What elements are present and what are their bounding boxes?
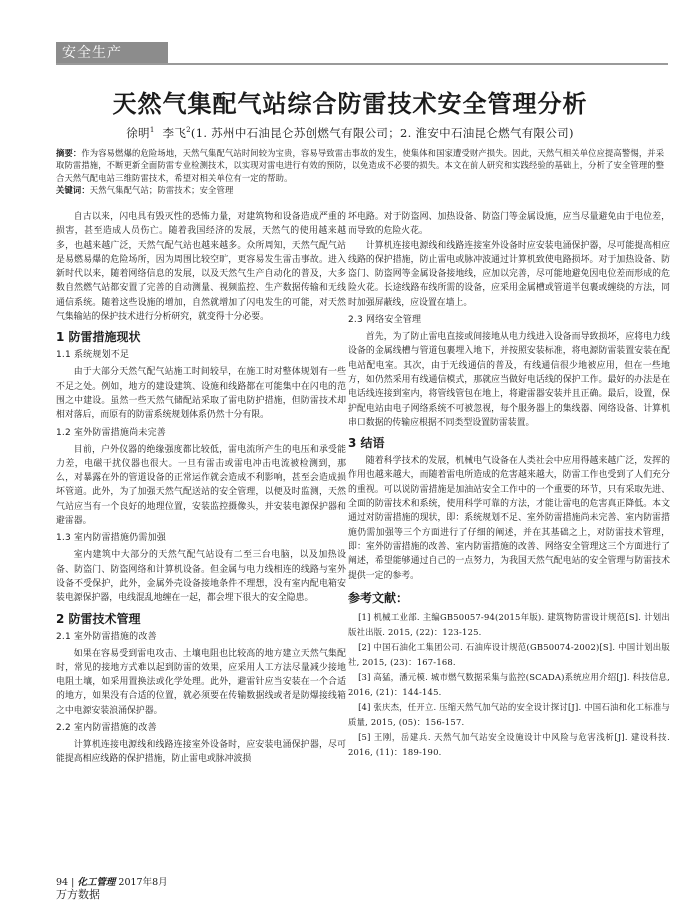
article-title: 天然气集配气站综合防雷技术安全管理分析 bbox=[112, 90, 588, 118]
paragraph-2-3: 首先，为了防止雷电直接或间接地从电力线进入设备而导致损坏，应将电力线设备的金属线槽与管道包裹埋入地下，并按照安装标准，将电源防雷装置安装在配电站配电室。其次，由于无线通信的普及，有线通信很少地被应用，但在一些地方，如仍然采用有线通信模式，那就应当做好电话线的保护工作。最好的办法是在电话线连接到室内，将管线管包在地上，将避雷器安装并且正确。最后，设置，保护配电站由电子网络系统不可被忽视，每个服务器上的集线器、网络设备、计算机串口数据的传输应根据不同类型设置防雷装置。 bbox=[348, 332, 670, 428]
affiliations: (1. 苏州中石油昆仑苏创燃气有限公司；2. 淮安中石油昆仑燃气有限公司) bbox=[190, 126, 574, 140]
magazine-name: 化工管理 bbox=[77, 877, 116, 888]
heading-2: 2 防雷技术管理 bbox=[56, 611, 141, 626]
reference-item: [3] 高猛，潘元模. 城市燃气数据采集与监控(SCADA)系统应用介绍[J]. 科技信息, 2016, (21)：144-145. bbox=[348, 671, 670, 697]
paragraph-2-1: 如果在容易受到雷电攻击、土壤电阻也比较高的地方建立天然气集配时，常见的接地方式难以起到防雷的效果，应采用人工方法尽量减少接地电阻土壤，如采用置换法或化学处理。此外，避雷针应当安装在一个合适的地方，如果没有合适的位置，就必须要在传输数据线或者是防爆接线箱之中电源安装浪涌保护器。 bbox=[56, 648, 346, 716]
paragraph-2-2-b: 计算机连接电源线和线路连接室外设备时应安装电涌保护器，尽可能提高相应线路的保护措施，防止雷电或脉冲波通过计算机致使电路损坏。对于加热设备、防盗门、防盗网等金属设备接地线，应加以完善，尽可能地避免因电位差而形成的危险火花。长途线路布线所需的设备，应采用金属槽或管道半包裹或缠绕的方法，同时加强屏蔽线，应设置在墙上。 bbox=[348, 240, 670, 308]
paragraph-1-1: 由于大部分天然气配气站施工时间较早，在施工时对整体规划有一些不足之处。例如，地方的建设建筑、设施和线路都在可能集中在闪电的范围之中建设。虽然一些天然气储配站采取了雷电防护措施，但防雷技术却相对落后，而原有的防雷系统规划体系仍然十分有限。 bbox=[56, 367, 346, 421]
heading-2-3: 2.3 网络安全管理 bbox=[348, 315, 422, 326]
heading-1-3: 1.3 室内防雷措施仍需加强 bbox=[56, 533, 166, 544]
footer-separator: | bbox=[71, 877, 75, 888]
abstract bbox=[56, 147, 668, 184]
right-column bbox=[348, 210, 670, 760]
heading-2-2: 2.2 室内防雷措施的改善 bbox=[56, 723, 157, 734]
intro-paragraph: 自古以来，闪电具有毁灭性的恐怖力量，对建筑物和设备造成严重的损害，甚至造成人员伤亡。随着我国经济的发展，天然气的使用越来越多，也越来越广泛，天然气配气站也越来越多。众所周知，天然气配气站是易燃易爆的危险场所，因为周围比较空旷，更容易发生雷击事故。进入新时代以来，随着网络信息的发展，以及天然气生产自动化的普及，大多数自然燃气站都安置了完善的自动测量、视频监控、生产数据传输和无线通信系统。随着这些设施的增加，自然就增加了闪电发生的可能，对天然气集输站的保护技术进行分析研究，就变得十分必要。 bbox=[56, 212, 346, 323]
paragraph-2-2: 计算机连接电源线和线路连接室外设备时，应安装电涌保护器，尽可能提高相应线路的保护措施，防止雷电或脉冲波损 bbox=[56, 740, 346, 765]
author-2: 李飞 bbox=[162, 126, 187, 140]
paragraph-1-2: 目前，户外仪器的绝缘强度都比较低，雷电流所产生的电压和承受能力差，电磁干扰仪器也很大。一旦有雷击或雷电冲击电流被检测到，那么，对暴露在外的管道设备的正常运作就会造成不利影响，甚至会造成损坏管道。此外，为了加强天然气配送站的安全管理，以便及时监测，天然气站应当有一个良好的地理位置，安装监控摄像头，并安装电源保护器和避雷器。 bbox=[56, 444, 346, 527]
abstract-text: 作为容易燃爆的危险场地，天然气集配气站时间较为宝贵，容易导致雷击事故的发生，使集体和国家遭受财产损失。因此，天然气相关单位应提高警惕，并采取防雷措施，不断更新全面防雷专业检测技术，以实现对雷电进行有效的预防，以免造成不必要的损失。本文在前人研究和实践经验的基础上，分析了安全管理的整合天然气配电站三维防雷技术，希望对相关单位有一定的帮助。 bbox=[56, 148, 665, 183]
heading-2-1: 2.1 室外防雷措施的改善 bbox=[56, 631, 157, 642]
keywords-label: 关键词： bbox=[56, 184, 90, 195]
heading-1-2: 1.2 室外防雷措施尚未完善 bbox=[56, 427, 166, 438]
issue-date: 2017年8月 bbox=[118, 877, 168, 888]
paragraph-1-3: 室内建筑中大部分的天然气配气站设有二至三台电脑，以及加热设备、防盗门、防盗网络和计算机设备。但金属与电力线相连的线路与室外设备不受保护，此外，金属外壳设备接地条件不理想，没有室内配电箱安装电源保护器，电线混乱地缠在一起，都会埋下很大的安全隐患。 bbox=[56, 550, 346, 604]
keywords bbox=[56, 184, 668, 196]
author-1: 徐明 bbox=[126, 126, 150, 140]
abstract-label: 摘要： bbox=[56, 148, 82, 158]
reference-item: [2] 中国石油化工集团公司. 石油库设计规范(GB50074-2002)[S]. 中国计划出版社, 2015, (23)：167-168. bbox=[348, 641, 670, 667]
reference-item: [4] 张庆杰，任开立. 压缩天然气加气站的安全设计探讨[J]. 中国石油和化工标准与质量, 2015, (05)：156-157. bbox=[348, 701, 670, 727]
heading-1: 1 防雷措施现状 bbox=[56, 330, 141, 345]
paragraph-2-2-cont: 坏电路。对于防盗网、加热设备、防盗门等金属设施，应当尽量避免由于电位差，而导致的危险火花。 bbox=[348, 212, 670, 237]
wanfang-brand: 万方数据 bbox=[56, 888, 100, 901]
reference-item: [5] 王刚，岳建兵. 天然气加气站安全设施设计中风险与危害浅析[J]. 建设科技. 2016, (11)：189-190. bbox=[348, 731, 670, 757]
paragraph-3: 随着科学技术的发展，机械电气设备在人类社会中应用得越来越广泛，发挥的作用也越来越大，而随着雷电所造成的危害越来越大，防雷工作也受到了人们充分的重视。可以说防雷措施是加油站安全工作中的一个重要的环节，只有采取先进、全面的防雷技术和系统，使用科学可靠的方法，才能让雷电的危害真正降低。本文通过对防雷措施的现状，即：系统规划不足、室外防雷措施尚未完善、室内防雷措施仍需加强等三个方面进行了仔细的阐述，并在其基础之上，对防雷技术管理，即：室外防雷措施的改善、室内防雷措施的改善、网络安全管理这三个方面进行了阐述，希望能够通过自己的一点努力，为我国天然气配电站的安全管理与防雷技术提供一定的参考。 bbox=[348, 456, 670, 581]
page-footer bbox=[56, 874, 168, 901]
references-title: 参考文献： bbox=[348, 590, 409, 605]
heading-1-1: 1.1 系统规划不足 bbox=[56, 350, 130, 361]
abstract-block bbox=[56, 147, 668, 196]
left-column bbox=[56, 210, 346, 767]
section-rule bbox=[56, 63, 668, 65]
heading-3: 3 结语 bbox=[348, 436, 385, 451]
section-tag-bar bbox=[0, 42, 700, 64]
author-1-sup: 1 bbox=[149, 126, 155, 135]
page-number: 94 bbox=[56, 877, 69, 888]
section-tag: 安全生产 bbox=[56, 42, 168, 64]
reference-item: [1] 机械工业部. 主编GB50057-94(2015年版). 建筑物防雷设计规范[S]. 计划出版社出版. 2015, (22)：123-125. bbox=[348, 611, 670, 637]
keywords-text: 天然气集配气站；防雷技术；安全管理 bbox=[89, 184, 234, 195]
author-line bbox=[0, 125, 700, 141]
author-2-sup: 2 bbox=[186, 126, 191, 135]
